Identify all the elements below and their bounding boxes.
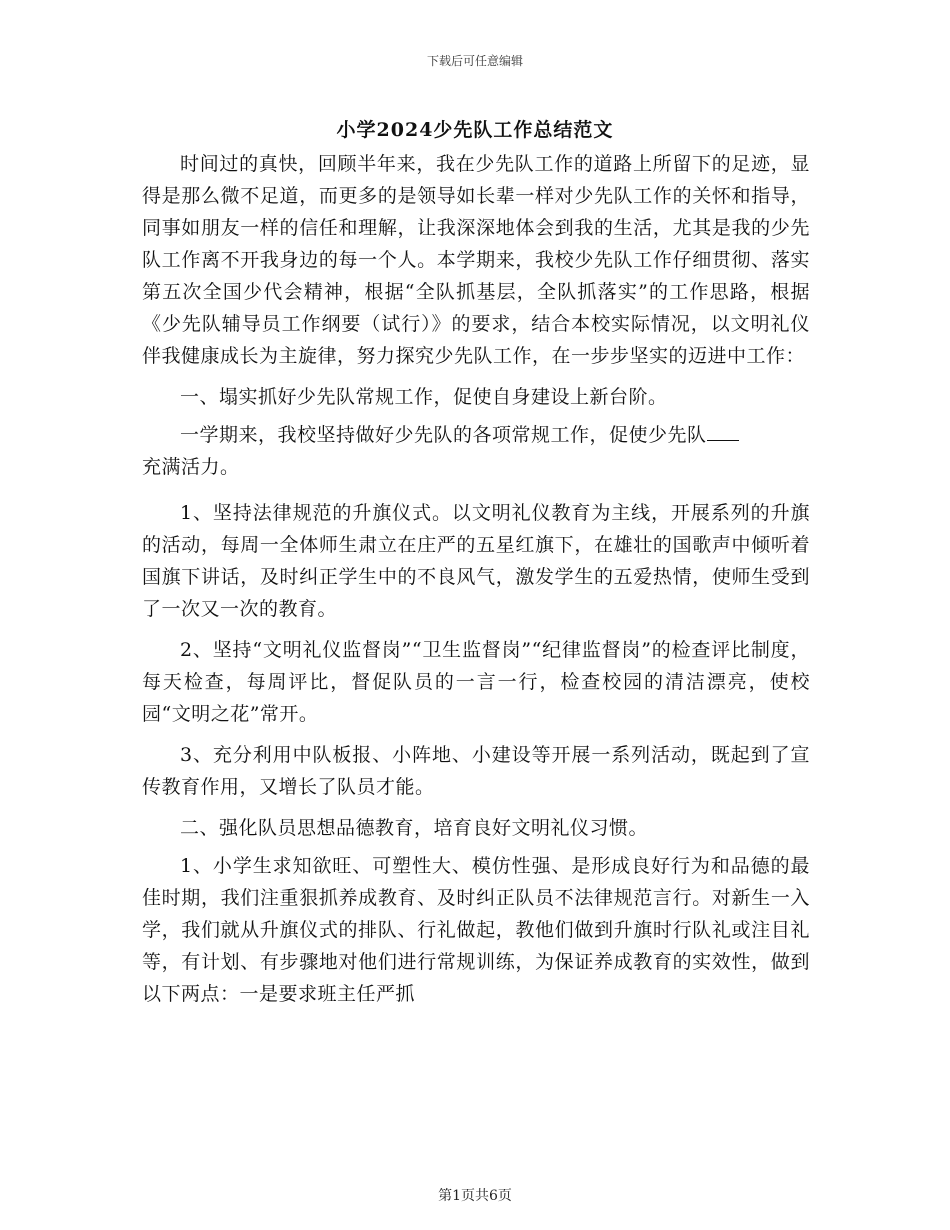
fill-blank-line bbox=[707, 422, 739, 441]
section-heading-2: 二、强化队员思想品德教育，培育良好文明礼仪习惯。 bbox=[180, 817, 649, 839]
paragraph-intro: 时间过的真快，回顾半年来，我在少先队工作的道路上所留下的足迹，显得是那么微不足道，而更多的是领导如长辈一样对少先队工作的关怀和指导，同事如朋友一样的信任和理解，让我深深地体会到我的生活，尤其是我的少先队工作离不开我身边的每一个人。本学期来，我校少先队工作仔细贯彻、落实第五次全国少代会精神，根据“全队抓基层，全队抓落实”的工作思路，根据《少先队辅导员工作纲要（试行）》的要求，结合本校实际情况，以文明礼仪伴我健康成长为主旋律，努力探究少先队工作，在一步步坚实的迈进中工作： bbox=[142, 153, 810, 367]
paragraph-section1-intro bbox=[142, 419, 810, 451]
paragraph-continuation: 充满活力。 bbox=[142, 456, 240, 478]
document-title: 小学2024少先队工作总结范文 bbox=[336, 119, 614, 141]
page-number: 第1页共6页 bbox=[438, 1188, 512, 1204]
paragraph-text: 一学期来，我校坚持做好少先队的各项常规工作，促使少先队 bbox=[180, 424, 707, 446]
page-header-note: 下载后可任意编辑 bbox=[426, 54, 523, 68]
paragraph-item-1: 1、坚持法律规范的升旗仪式。以文明礼仪教育为主线，开展系列的升旗的活动，每周一全体师生肃立在庄严的五星红旗下，在雄壮的国歌声中倾听着国旗下讲话，及时纠正学生中的不良风气，激发学生的五爱热情，使师生受到了一次又一次的教育。 bbox=[142, 502, 810, 620]
document-body bbox=[142, 148, 810, 1019]
paragraph-item-3: 3、充分利用中队板报、小阵地、小建设等开展一系列活动，既起到了宣传教育作用，又增长了队员才能。 bbox=[142, 744, 810, 798]
section-heading-1: 一、塌实抓好少先队常规工作，促使自身建设上新台阶。 bbox=[180, 386, 668, 408]
paragraph-item-2: 2、坚持“文明礼仪监督岗”“卫生监督岗”“纪律监督岗”的检查评比制度，每天检查，每周评比，督促队员的一言一行，检查校园的清洁漂亮，使校园“文明之花”常开。 bbox=[142, 639, 810, 725]
paragraph-section2-item-1: 1、小学生求知欲旺、可塑性大、模仿性强、是形成良好行为和品德的最佳时期，我们注重狠抓养成教育、及时纠正队员不法律规范言行。对新生一入学，我们就从升旗仪式的排队、行礼做起，教他们做到升旗时行队礼或注目礼等，有计划、有步骤地对他们进行常规训练，为保证养成教育的实效性，做到以下两点：一是要求班主任严抓 bbox=[142, 855, 810, 1005]
